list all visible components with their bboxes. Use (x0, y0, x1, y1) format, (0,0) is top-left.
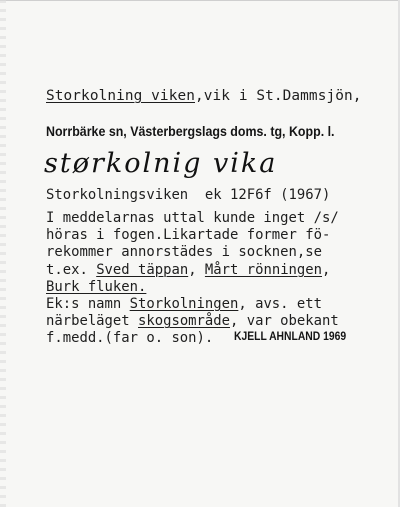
body-line-6-prefix: Ek:s namn (46, 296, 130, 313)
placename-storkolningen: Storkolningen (129, 296, 239, 313)
heading-description: ,vik i St.Dammsjön, (195, 88, 362, 104)
placename-sved-tappan: Sved täppan (96, 261, 189, 278)
collector-signature: KJELL AHNLAND 1969 (234, 331, 347, 343)
body-line-4-prefix: t.ex. (46, 261, 97, 278)
body-line-7-suffix: , var obekant (230, 313, 339, 330)
handwritten-pronunciation: størkolnig vika (44, 148, 278, 179)
placename-burk-fluken: Burk fluken. (46, 278, 147, 295)
body-line-6-suffix: , avs. ett (238, 296, 322, 313)
card-heading (46, 88, 362, 104)
body-line-3: rekommer annorstädes i socknen,se (46, 244, 322, 261)
card-body-text (46, 210, 339, 348)
placename-mart-ronningen: Mårt rönningen (204, 261, 323, 278)
map-reference: Storkolningsviken ek 12F6f (1967) (46, 187, 331, 203)
body-line-8: f.medd.(far o. son). (46, 330, 214, 347)
card-top-edge (0, 0, 400, 1)
card-left-edge (0, 0, 6, 507)
body-line-4-suffix: , (322, 261, 331, 278)
body-line-4-mid: , (188, 261, 205, 278)
term-skogsomrade: skogsområde (138, 313, 230, 330)
body-line-7-prefix: närbeläget (46, 313, 138, 330)
body-line-1: I meddelarnas uttal kunde inget /s/ (46, 210, 339, 226)
locality-line: Norrbärke sn, Västerbergslags doms. tg, Kopp. l. (46, 124, 335, 139)
body-line-2: höras i fogen.Likartade former fö- (46, 227, 331, 244)
heading-placename: Storkolning viken (46, 88, 195, 104)
